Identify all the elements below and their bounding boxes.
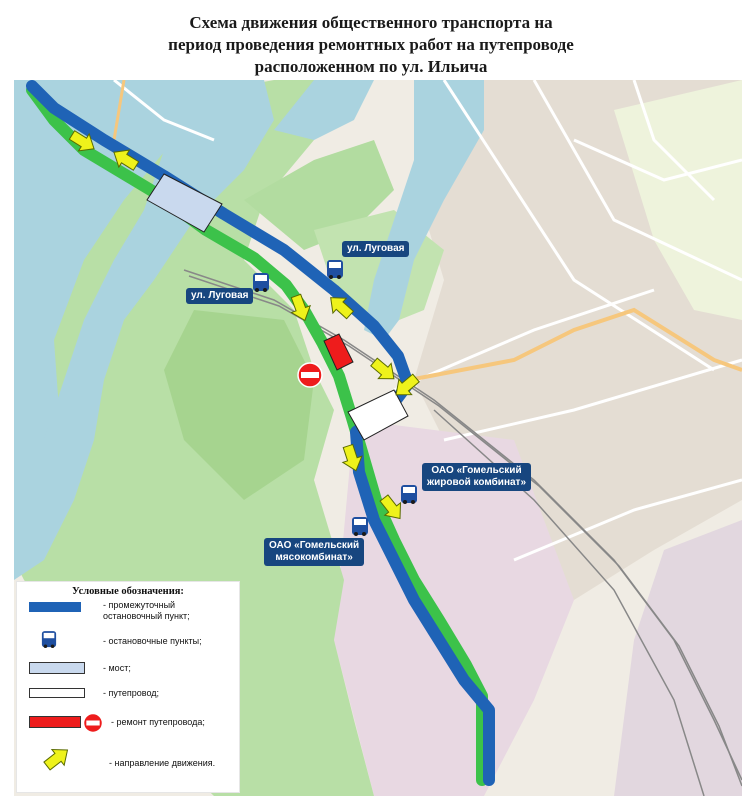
map-title [0,12,742,78]
label-zhirkombinat-line2: жировой комбинат» [427,477,527,488]
legend-symbol-blue-line [29,602,81,612]
bus-stop-icon[interactable] [252,272,270,294]
legend-text-blue-line [103,600,190,622]
bus-icon [41,630,57,650]
bus-stop-icon[interactable] [326,259,344,281]
no-entry-sign-icon [298,363,322,387]
legend-text-line: - промежуточный [103,600,176,610]
title-line-3: расположенном по ул. Ильича [254,57,488,76]
legend-text-repair: - ремонт путепровода; [111,717,205,727]
legend-title: Условные обозначения: [72,586,184,597]
bus-stop-icon[interactable] [351,516,369,538]
legend-text-arrow: - направление движения. [109,758,216,768]
label-zhirkombinat-line1: ОАО «Гомельский [431,465,522,476]
title-line-1: Схема движения общественного транспорта на [189,13,553,32]
legend-text-line: остановочный пункт; [103,611,190,621]
title-line-2: период проведения ремонтных работ на путепроводе [168,35,574,54]
street-label-lugovaya-left: ул. Луговая [186,288,253,304]
legend-symbol-overpass [29,688,85,698]
arrow-icon [41,746,77,774]
legend-text-bus: - остановочные пункты; [103,636,202,646]
legend-text-overpass: - путепровод; [103,688,160,698]
street-label-lugovaya-upper: ул. Луговая [342,241,409,257]
bus-stop-icon[interactable] [400,484,418,506]
no-entry-sign-icon [83,713,103,733]
label-myasokombinat-line1: ОАО «Гомельский [269,540,360,551]
label-myasokombinat [264,538,364,566]
legend-symbol-bridge [29,662,85,674]
label-myasokombinat-line2: мясокомбинат» [275,552,353,563]
label-zhirkombinat [422,463,531,491]
legend-panel [16,581,240,793]
legend-text-bridge: - мост; [103,663,131,673]
legend-symbol-repair [29,716,81,728]
